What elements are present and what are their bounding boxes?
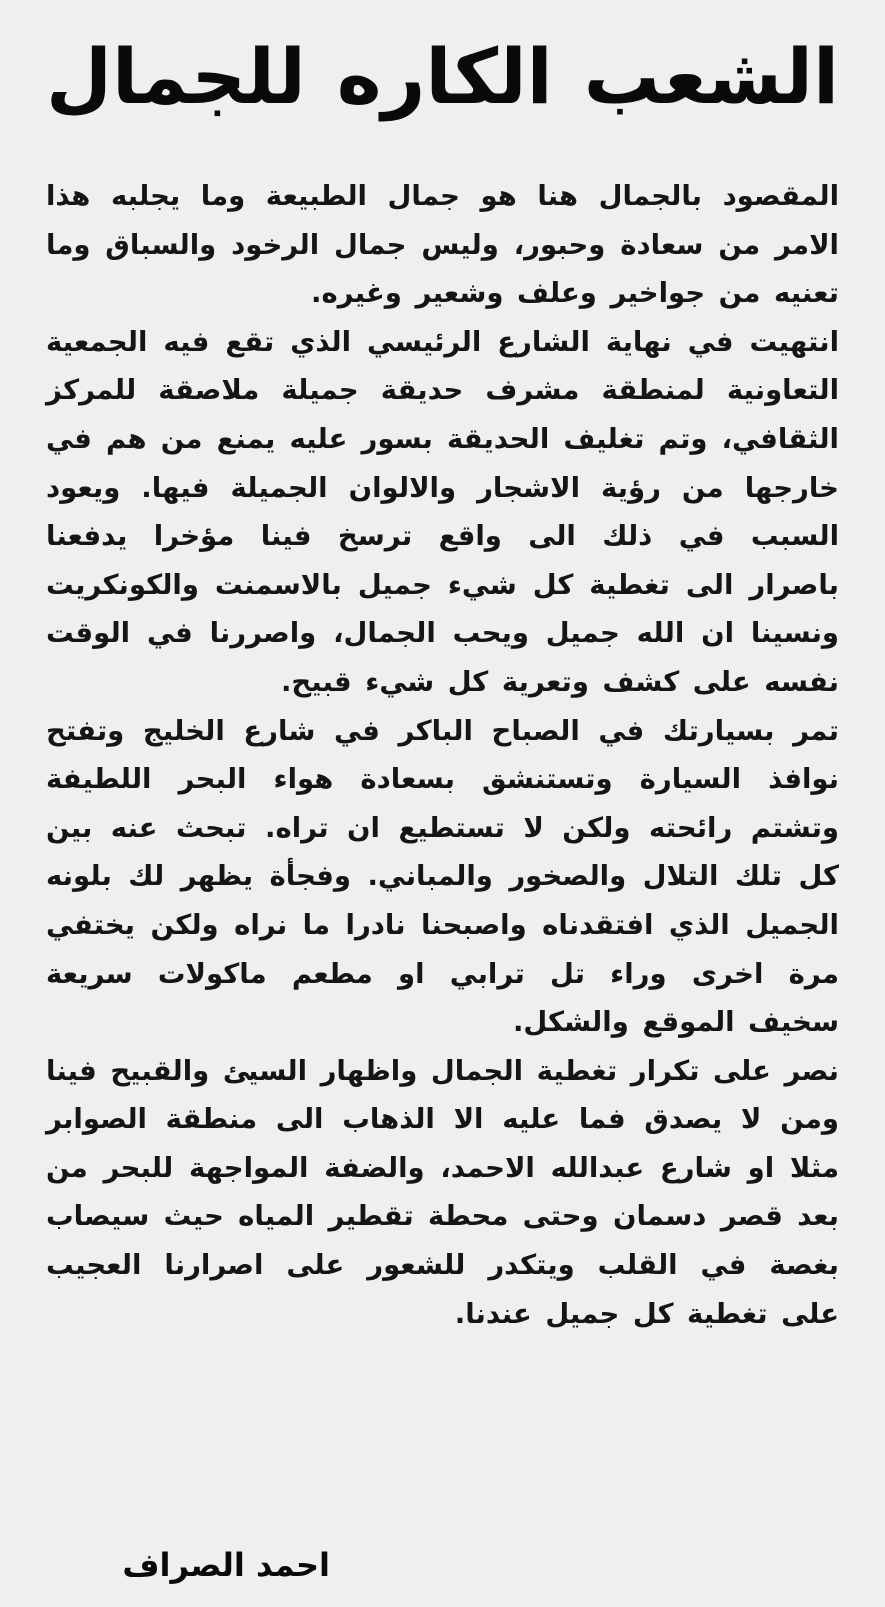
article-paragraph-1: المقصود بالجمال هنا هو جمال الطبيعة وما يجلبه هذا الامر من سعادة وحبور، وليس جمال الرخود والسباق وما تعنيه من جواخير وعلف وشعير وغيره. (46, 180, 839, 310)
article-paragraph-4: نصر على تكرار تغطية الجمال واظهار السيئ والقبيح فينا ومن لا يصدق فما عليه الا الذهاب الى منطقة الصوابر مثلا او شارع عبدالله الاحمد، والضفة المواجهة للبحر من بعد قصر دسمان وحتى محطة تقطير المياه حيث سيصاب بغصة في القلب ويتكدر للشعور على اصرارنا العجيب على تغطية كل جميل عندنا. (46, 1054, 839, 1330)
article-body (46, 172, 839, 1338)
article-paragraph-3: تمر بسيارتك في الصباح الباكر في شارع الخليج وتفتح نوافذ السيارة وتستنشق بسعادة هواء البحر اللطيفة وتشتم رائحته ولكن لا تستطيع ان تراه. تبحث عنه بين كل تلك التلال والصخور والمباني. وفجأة يظهر لك بلونه الجميل الذي افتقدناه واصبحنا نادرا ما نراه ولكن يختفي مرة اخرى وراء تل ترابي او مطعم ماكولات سريعة سخيف الموقع والشكل. (46, 714, 839, 1039)
article-headline: الشعب الكاره للجمال (46, 32, 839, 121)
author-byline: احمد الصراف (122, 1546, 330, 1584)
article-paragraph-2: انتهيت في نهاية الشارع الرئيسي الذي تقع فيه الجمعية التعاونية لمنطقة مشرف حديقة جميلة ملاصقة للمركز الثقافي، وتم تغليف الحديقة بسور عليه يمنع من هم في خارجها من رؤية الاشجار والالوان الجميلة فيها. ويعود السبب في ذلك الى واقع ترسخ فينا مؤخرا يدفعنا باصرار الى تغطية كل شيء جميل بالاسمنت والكونكريت ونسينا ان الله جميل ويحب الجمال، واصررنا في الوقت نفسه على كشف وتعرية كل شيء قبيح. (46, 325, 839, 698)
